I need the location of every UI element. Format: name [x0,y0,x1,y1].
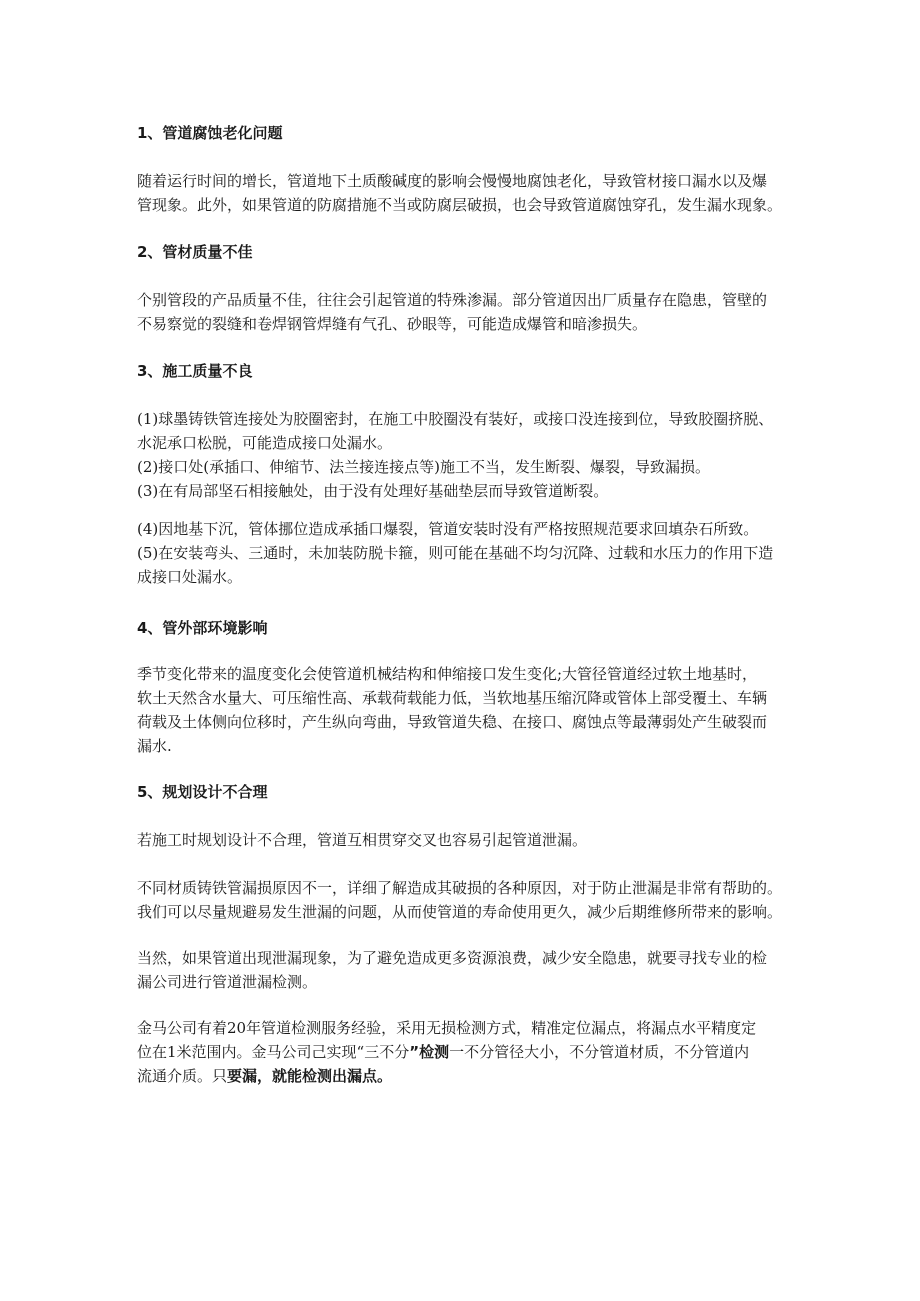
text-line: 当然，如果管道出现泄漏现象，为了避免造成更多资源浪费，减少安全隐患，就要寻找专业的检 [137,949,768,967]
text-line: 漏水. [137,737,172,755]
text-run: 流通介质。只 [137,1067,228,1085]
text-run: 位在1米范围内。金马公司己实现“三不分 [137,1043,410,1061]
section-2-paragraph [137,288,787,336]
list-item: (1)球墨铸铁管连接处为胶圈密封，在施工中胶圈没有装好，或接口没连接到位，导致胶圈挤脱、 [137,410,774,428]
section-2-heading: 2、管材质量不佳 [137,243,253,261]
section-5-paragraph [137,828,787,852]
text-line: 随着运行时间的增长，管道地下土质酸碱度的影响会慢慢地腐蚀老化，导致管材接口漏水以及爆 [137,172,768,190]
section-5-heading: 5、规划设计不合理 [137,783,268,801]
text-line: 不同材质铸铁管漏损原因不一，详细了解造成其破损的各种原因，对于防止泄漏是非常有帮助的。 [137,879,783,897]
section-1-heading: 1、管道腐蚀老化问题 [137,124,283,142]
emphasis-text: ”检测 [409,1043,450,1061]
list-item: (2)接口处(承插口、伸缩节、法兰接连接点等)施工不当，发生断裂、爆裂，导致漏损。 [137,458,710,476]
section-4-heading: 4、管外部环境影响 [137,619,268,637]
text-line: 个别管段的产品质量不佳，往往会引起管道的特殊渗漏。部分管道因出厂质量存在隐患，管壁的 [137,291,768,309]
list-item: (3)在有局部坚石相接触处，由于没有处理好基础垫层而导致管道断裂。 [137,482,609,500]
text-line: 季节变化带来的温度变化会使管道机械结构和伸缩接口发生变化;大管径管道经过软土地基时， [137,665,758,683]
text-line [137,1064,787,1088]
list-item-cont: 水泥承口松脱，可能造成接口处漏水。 [137,434,393,452]
section-4-paragraph [137,662,787,758]
text-line: 金马公司有着20年管道检测服务经验，采用无损检测方式，精准定位漏点，将漏点水平精度定 [137,1019,757,1037]
list-item: (5)在安装弯头、三通时，未加装防脱卡箍，则可能在基础不均匀沉降、过载和水压力的作用下造 [137,544,774,562]
text-line: 我们可以尽量规避易发生泄漏的问题，从而使管道的寿命使用更久，减少后期维修所带来的影响。 [137,903,783,921]
text-line: 荷载及土体侧向位移时，产生纵向弯曲，导致管道失稳、在接口、腐蚀点等最薄弱处产生破裂而 [137,713,768,731]
text-line: 漏公司进行管道泄漏检测。 [137,973,318,991]
text-line: 不易察觉的裂缝和卷焊钢管焊缝有气孔、砂眼等，可能造成爆管和暗渗损失。 [137,315,648,333]
closing-paragraph-1 [137,876,787,924]
emphasis-text: 要漏，就能检测出漏点。 [227,1067,393,1085]
list-item: (4)因地基下沉，管体挪位造成承插口爆裂，管道安装时没有严格按照规范要求回填杂石所致。 [137,520,759,538]
section-3-list-cont [137,517,787,589]
text-line: 若施工时规划设计不合理，管道互相贯穿交叉也容易引起管道泄漏。 [137,831,588,849]
text-line: 软土天然含水量大、可压缩性高、承载荷载能力低，当软地基压缩沉降或管体上部受覆土、车辆 [137,689,768,707]
text-line [137,1040,787,1064]
text-line: 管现象。此外，如果管道的防腐措施不当或防腐层破损，也会导致管道腐蚀穿孔，发生漏水现象。 [137,196,783,214]
text-run: 一不分管径大小，不分管道材质，不分管道内 [449,1043,750,1061]
closing-paragraph-2 [137,946,787,994]
section-1-paragraph [137,169,787,217]
closing-paragraph-3 [137,1016,787,1088]
list-item-cont: 成接口处漏水。 [137,568,243,586]
section-3-heading: 3、施工质量不良 [137,362,253,380]
section-3-list [137,407,787,503]
